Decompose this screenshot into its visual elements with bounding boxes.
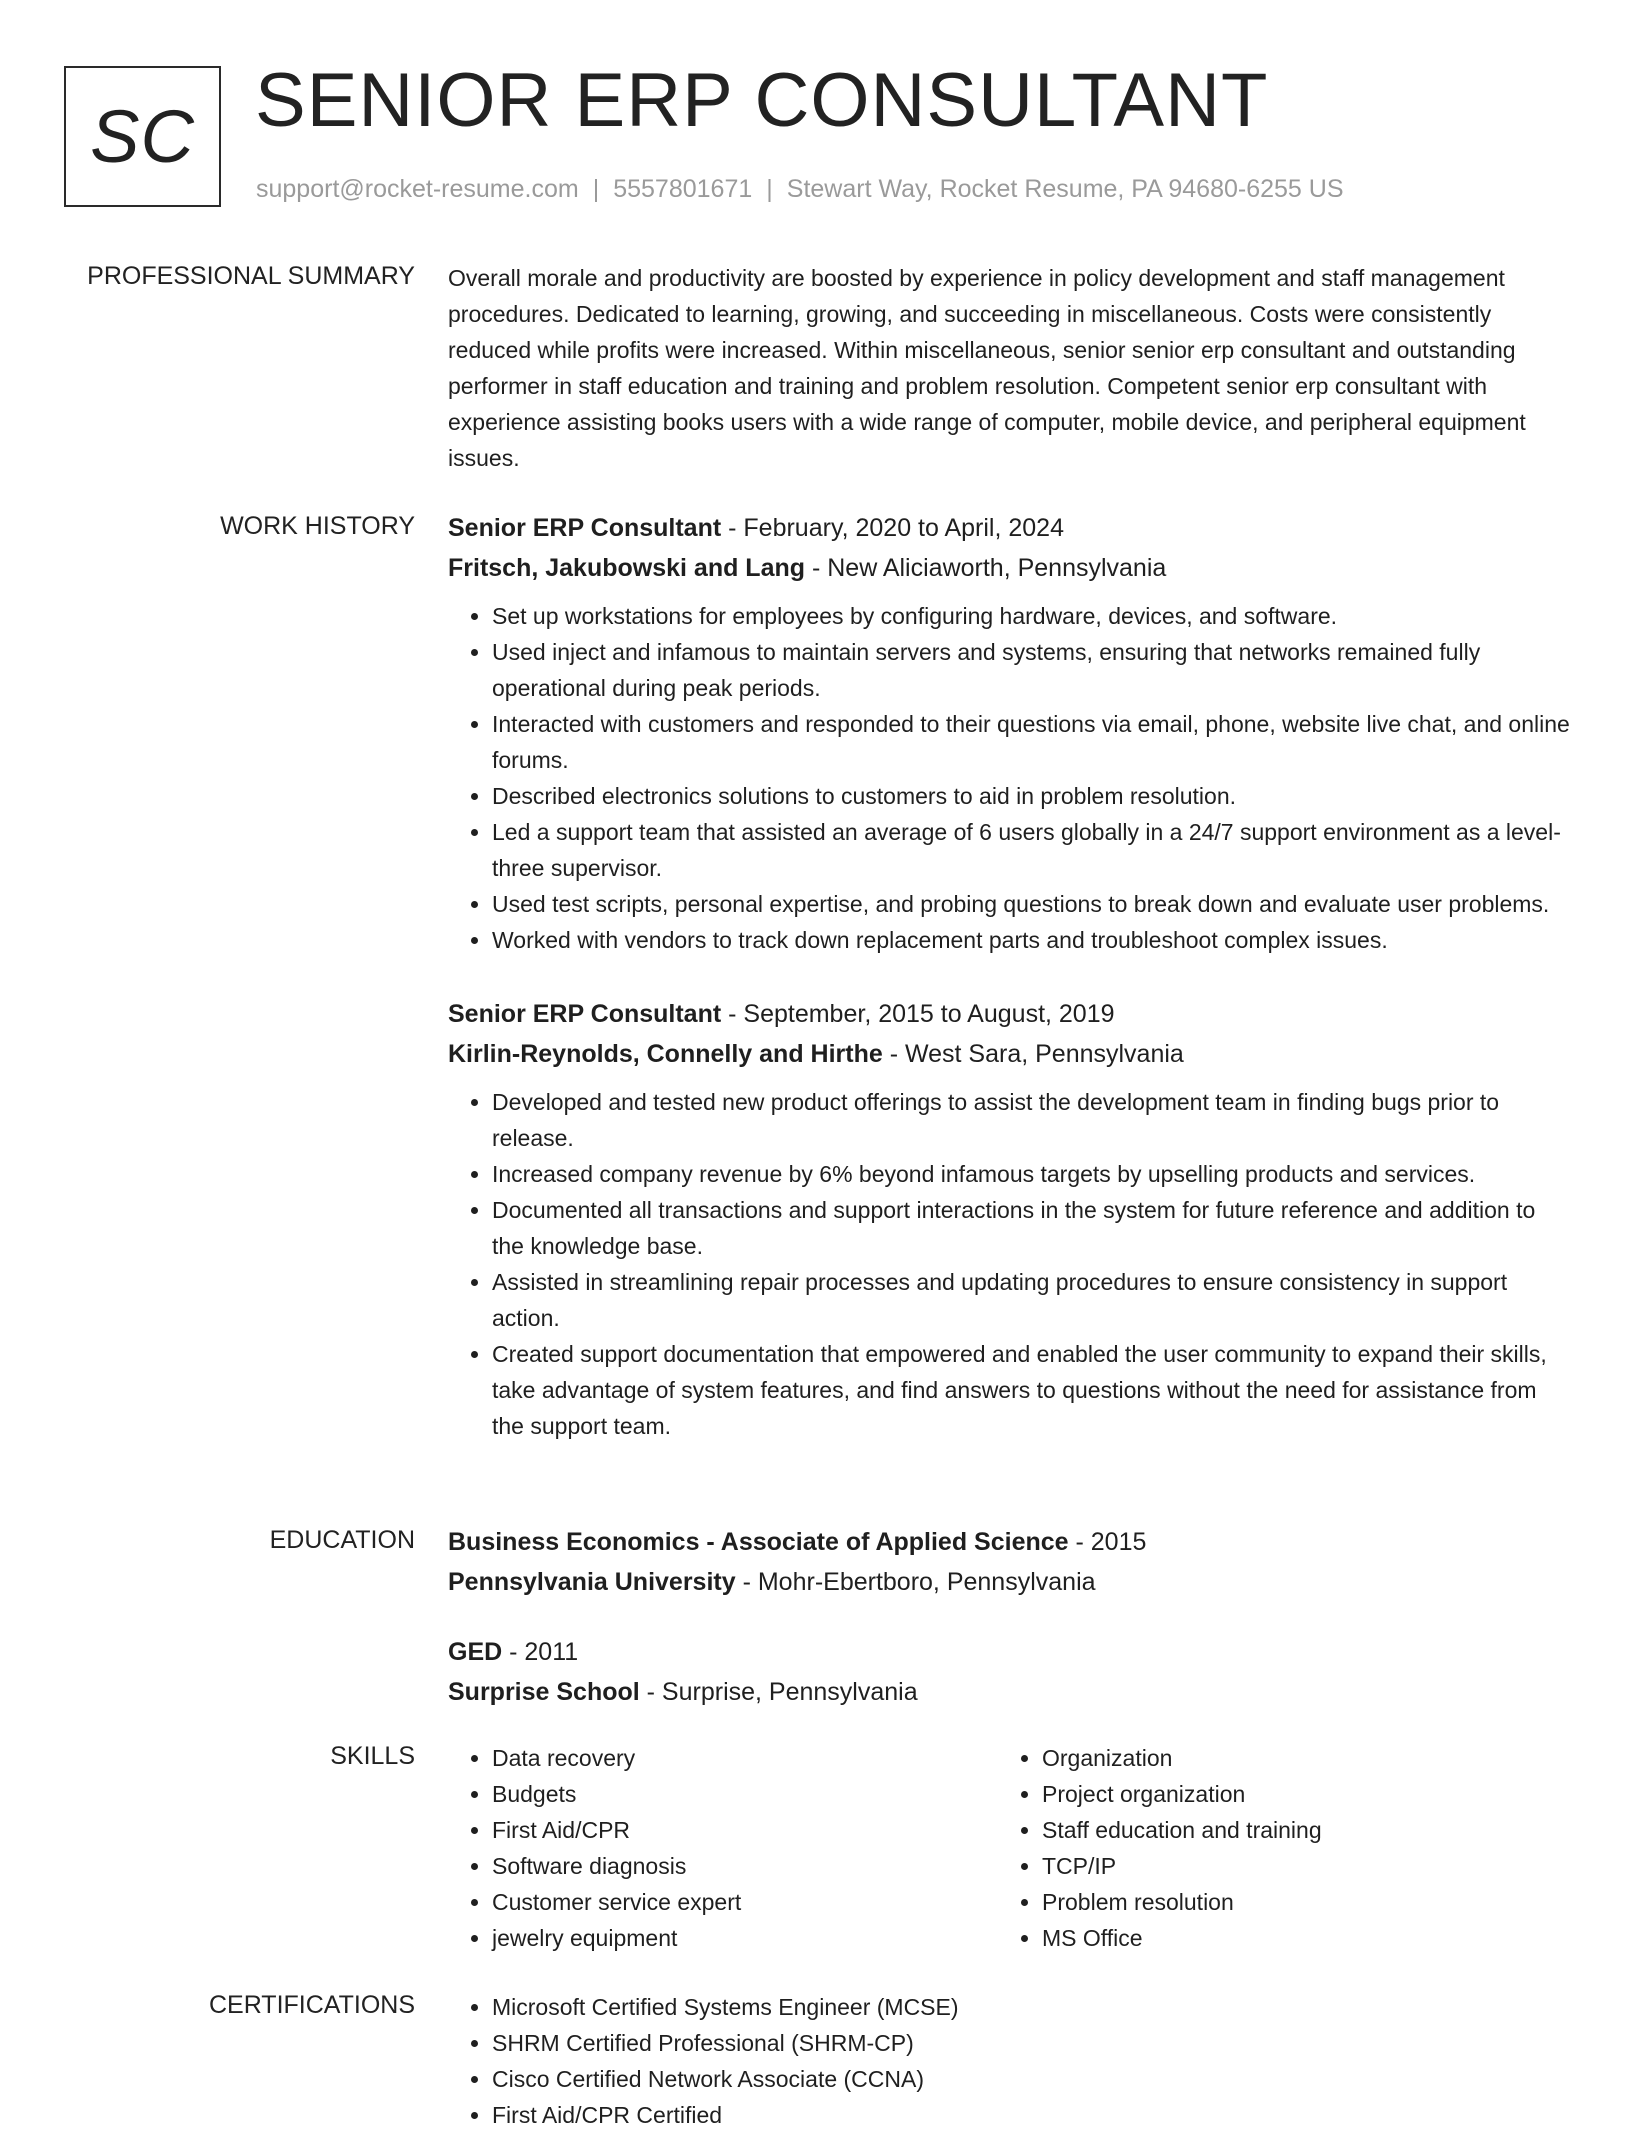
list-item: • Documented all transactions and support interactions in the system for future reference and addition to the knowledge base. [492, 1192, 1572, 1264]
education-year: - 2011 [502, 1638, 579, 1666]
list-item: • Budgets [492, 1776, 998, 1812]
education-degree: GED [448, 1638, 503, 1666]
contact-separator: | [766, 175, 773, 203]
list-item: • Cisco Certified Network Associate (CCNA) [492, 2061, 1572, 2097]
list-item: • Data recovery [492, 1740, 998, 1776]
list-item: • jewelry equipment [492, 1920, 998, 1956]
education-location: - Surprise, Pennsylvania [639, 1678, 918, 1706]
skills-column-right [998, 1740, 1548, 1956]
list-item: • Software diagnosis [492, 1848, 998, 1884]
list-item: • Created support documentation that empowered and enabled the user community to expand their skills, take advantage of system features, and find answers to questions without the need for assistance from the support team. [492, 1336, 1572, 1444]
list-item: • TCP/IP [1042, 1848, 1548, 1884]
contact-separator: | [592, 175, 600, 203]
education-location: - Mohr-Ebertboro, Pennsylvania [735, 1568, 1096, 1596]
list-item: • Assisted in streamlining repair processes and updating procedures to ensure consistency in support action. [492, 1264, 1572, 1336]
contact-email: support@rocket-resume.com [256, 175, 579, 203]
job-location: - West Sara, Pennsylvania [882, 1040, 1184, 1068]
education-heading: EDUCATION [269, 1526, 415, 1554]
monogram-badge: SC [64, 66, 221, 207]
job-bullet-list [448, 598, 1572, 958]
certifications-body [448, 1989, 1572, 2133]
list-item: • Developed and tested new product offerings to assist the development team in finding bugs prior to release. [492, 1084, 1572, 1156]
contact-address: Stewart Way, Rocket Resume, PA 94680-6255 US [786, 175, 1344, 203]
education-body [448, 1522, 1572, 1742]
job-dates: - February, 2020 to April, 2024 [721, 514, 1064, 542]
skills-column-left [448, 1740, 998, 1956]
job-title-line [448, 508, 1572, 548]
education-school: Pennsylvania University [448, 1568, 736, 1596]
list-item: • Project organization [1042, 1776, 1548, 1812]
list-item: • First Aid/CPR Certified [492, 2097, 1572, 2133]
work-history-body [448, 508, 1572, 1480]
list-item: • Organization [1042, 1740, 1548, 1776]
list-item: • Staff education and training [1042, 1812, 1548, 1848]
summary-text: Overall morale and productivity are boosted by experience in policy development and staff management procedures. Dedicated to learning, growing, and succeeding in miscellaneous. Costs were consistently reduced while profits were increased. Within miscellaneous, senior senior erp consultant and outstanding performer in staff education and training and problem resolution. Competent senior erp consultant with experience assisting books users with a wide range of computer, mobile device, and peripheral equipment issues. [448, 265, 1526, 471]
summary-heading: PROFESSIONAL SUMMARY [87, 262, 415, 290]
education-degree: Business Economics - Associate of Applied Science [448, 1528, 1069, 1556]
job-title: Senior ERP Consultant [448, 514, 722, 542]
certifications-heading: CERTIFICATIONS [208, 1991, 415, 2019]
job-dates: - September, 2015 to August, 2019 [721, 1000, 1115, 1028]
list-item: • SHRM Certified Professional (SHRM-CP) [492, 2025, 1572, 2061]
education-school-line [448, 1562, 1572, 1602]
list-item: • Interacted with customers and responded to their questions via email, phone, website live chat, and online forums. [492, 706, 1572, 778]
education-school-line [448, 1672, 1572, 1712]
list-item: • Used inject and infamous to maintain servers and systems, ensuring that networks remained fully operational during peak periods. [492, 634, 1572, 706]
job-company: Kirlin-Reynolds, Connelly and Hirthe [448, 1040, 883, 1068]
education-entry [448, 1522, 1572, 1602]
list-item: • Customer service expert [492, 1884, 998, 1920]
job-entry [448, 994, 1572, 1444]
work-history-heading: WORK HISTORY [220, 512, 415, 540]
skills-body [448, 1740, 1572, 1956]
skills-heading: SKILLS [330, 1742, 415, 1770]
education-school: Surprise School [448, 1678, 640, 1706]
list-item: • Increased company revenue by 6% beyond infamous targets by upselling products and services. [492, 1156, 1572, 1192]
summary-body [448, 260, 1572, 476]
list-item: • Worked with vendors to track down replacement parts and troubleshoot complex issues. [492, 922, 1572, 958]
education-year: - 2015 [1068, 1528, 1147, 1556]
contact-phone: 5557801671 [613, 175, 753, 203]
job-bullet-list [448, 1084, 1572, 1444]
contact-line [256, 174, 1344, 204]
job-location: - New Aliciaworth, Pennsylvania [805, 554, 1167, 582]
certifications-list [448, 1989, 1572, 2133]
job-title: Senior ERP Consultant [448, 1000, 722, 1028]
list-item: • Problem resolution [1042, 1884, 1548, 1920]
job-company-line [448, 1034, 1572, 1074]
skills-list [998, 1740, 1548, 1956]
list-item: • First Aid/CPR [492, 1812, 998, 1848]
job-title-line [448, 994, 1572, 1034]
education-degree-line [448, 1522, 1572, 1562]
skills-list [448, 1740, 998, 1956]
job-company: Fritsch, Jakubowski and Lang [448, 554, 806, 582]
education-entry [448, 1632, 1572, 1712]
list-item: • Set up workstations for employees by configuring hardware, devices, and software. [492, 598, 1572, 634]
list-item: • MS Office [1042, 1920, 1548, 1956]
list-item: • Led a support team that assisted an average of 6 users globally in a 24/7 support environment as a level-three supervisor. [492, 814, 1572, 886]
list-item: • Used test scripts, personal expertise, and probing questions to break down and evaluate user problems. [492, 886, 1572, 922]
job-entry [448, 508, 1572, 958]
education-degree-line [448, 1632, 1572, 1672]
page-title: SENIOR ERP CONSULTANT [255, 58, 1269, 143]
job-company-line [448, 548, 1572, 588]
list-item: • Microsoft Certified Systems Engineer (MCSE) [492, 1989, 1572, 2025]
list-item: • Described electronics solutions to customers to aid in problem resolution. [492, 778, 1572, 814]
